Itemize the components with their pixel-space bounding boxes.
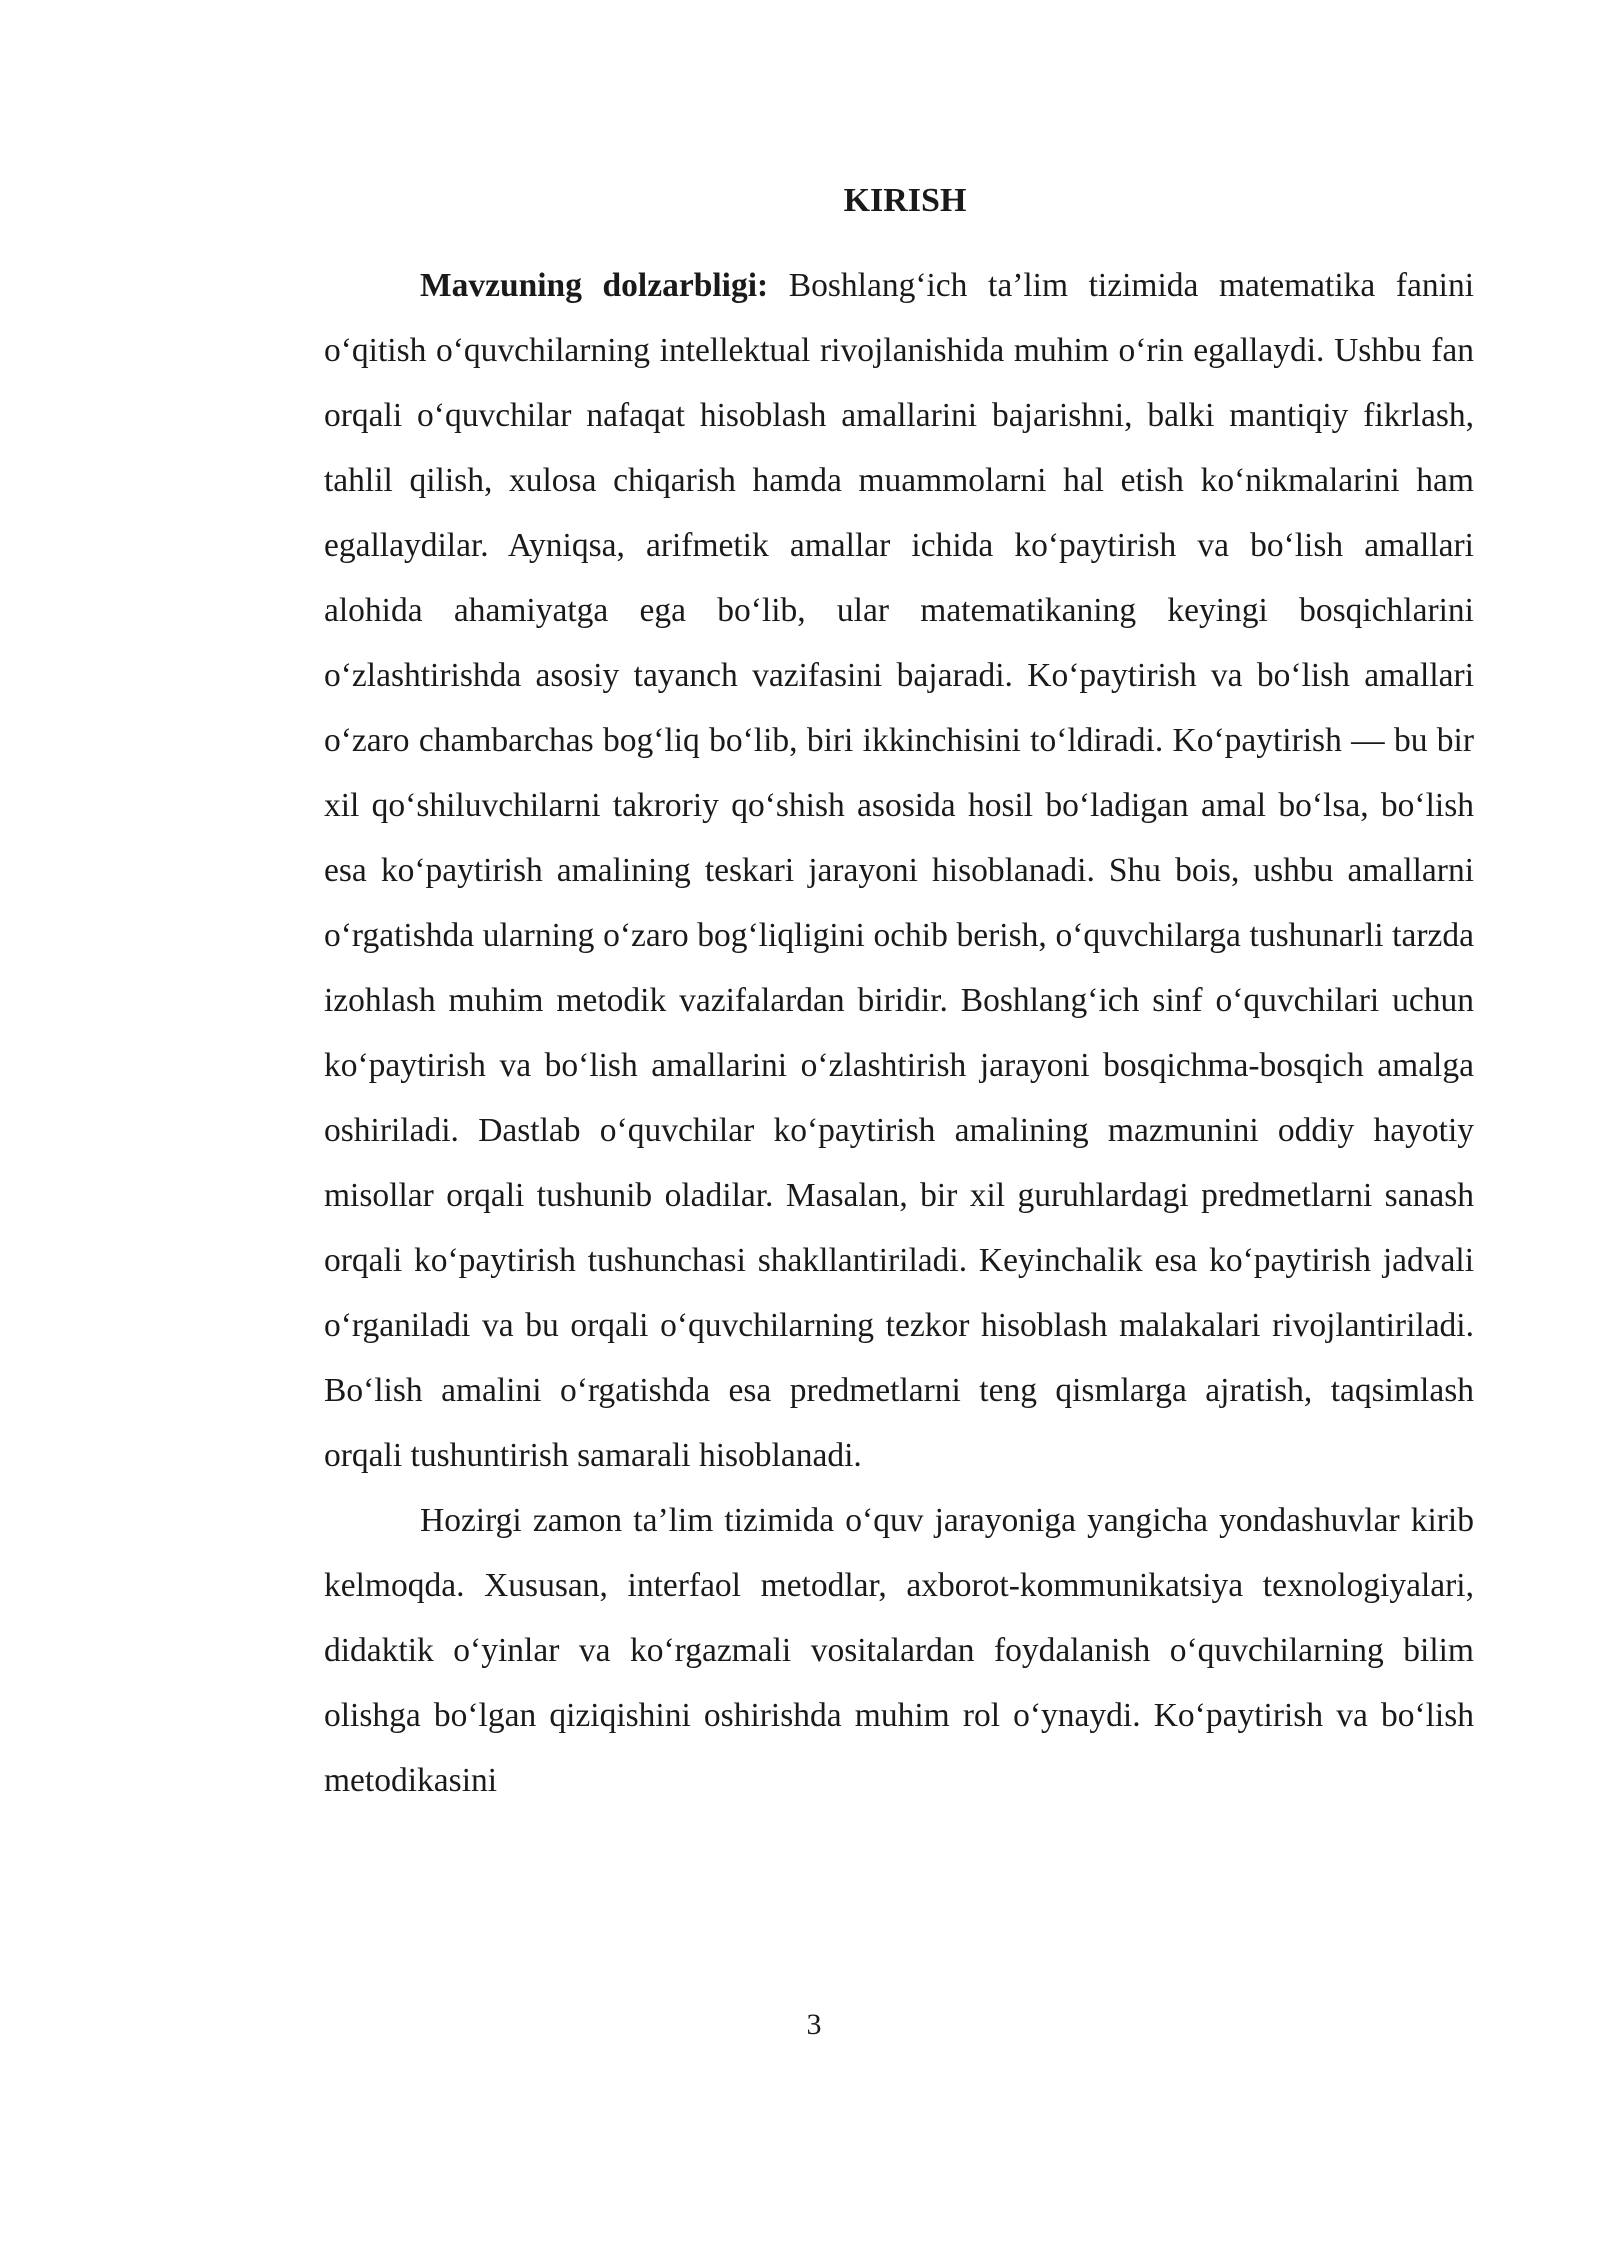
paragraph-text: Boshlang‘ich ta’lim tizimida matematika fanini o‘qitish o‘quvchilarning intellektual rivojlanishida muhim o‘rin egallaydi. Ushbu fan orqali o‘quvchilar nafaqat hisoblash amallarini bajarishni, balki mantiqiy fikrlash, tahlil qilish, xulosa chiqarish hamda muammolarni hal etish ko‘nikmalarini ham egallaydilar. Ayniqsa, arifmetik amallar ichida ko‘paytirish va bo‘lish amallari alohida ahamiyatga ega bo‘lib, ular matematikaning keyingi bosqichlarini o‘zlashtirishda asosiy tayanch vazifasini bajaradi. Ko‘paytirish va bo‘lish amallari o‘zaro chambarchas bog‘liq bo‘lib, biri ikkinchisini to‘ldiradi. Ko‘paytirish — bu bir xil qo‘shiluvchilarni takroriy qo‘shish asosida hosil bo‘ladigan amal bo‘lsa, bo‘lish esa ko‘paytirish amalining teskari jarayoni hisoblanadi. Shu bois, ushbu amallarni o‘rgatishda ularning o‘zaro bog‘liqligini ochib berish, o‘quvchilarga tushunarli tarzda izohlash muhim metodik vazifalardan biridir. Boshlang‘ich sinf o‘quvchilari uchun ko‘paytirish va bo‘lish amallarini o‘zlashtirish jarayoni bosqichma-bosqich amalga oshiriladi. Dastlab o‘quvchilar ko‘paytirish amalining mazmunini oddiy hayotiy misollar orqali tushunib oladilar. Masalan, bir xil guruhlardagi predmetlarni sanash orqali ko‘paytirish tushunchasi shakllantiriladi. Keyinchalik esa ko‘paytirish jadvali o‘rganiladi va bu orqali o‘quvchilarning tezkor hisoblash malakalari rivojlantiriladi. Bo‘lish amalini o‘rgatishda esa predmetlarni teng qismlarga ajratish, taqsimlash orqali tushuntirish samarali hisoblanadi.: [324, 267, 1475, 1474]
paragraph-lead: Mavzuning dolzarbligi:: [420, 267, 769, 304]
page-content: [324, 168, 1474, 1813]
paragraph-relevance: [324, 253, 1474, 1488]
paragraph-modern-approaches: [324, 1488, 1474, 1813]
page-number: 3: [806, 2008, 822, 2041]
page-heading: KIRISH: [843, 182, 967, 219]
paragraph-text: Hozirgi zamon ta’lim tizimida o‘quv jarayoniga yangicha yondashuvlar kirib kelmoqda. Xususan, interfaol metodlar, axborot-kommunikatsiya texnologiyalari, didaktik o‘yinlar va ko‘rgazmali vositalardan foydalanish o‘quvchilarning bilim olishga bo‘lgan qiziqishini oshirishda muhim rol o‘ynaydi. Ko‘paytirish va bo‘lish metodikasini: [324, 1502, 1474, 1799]
